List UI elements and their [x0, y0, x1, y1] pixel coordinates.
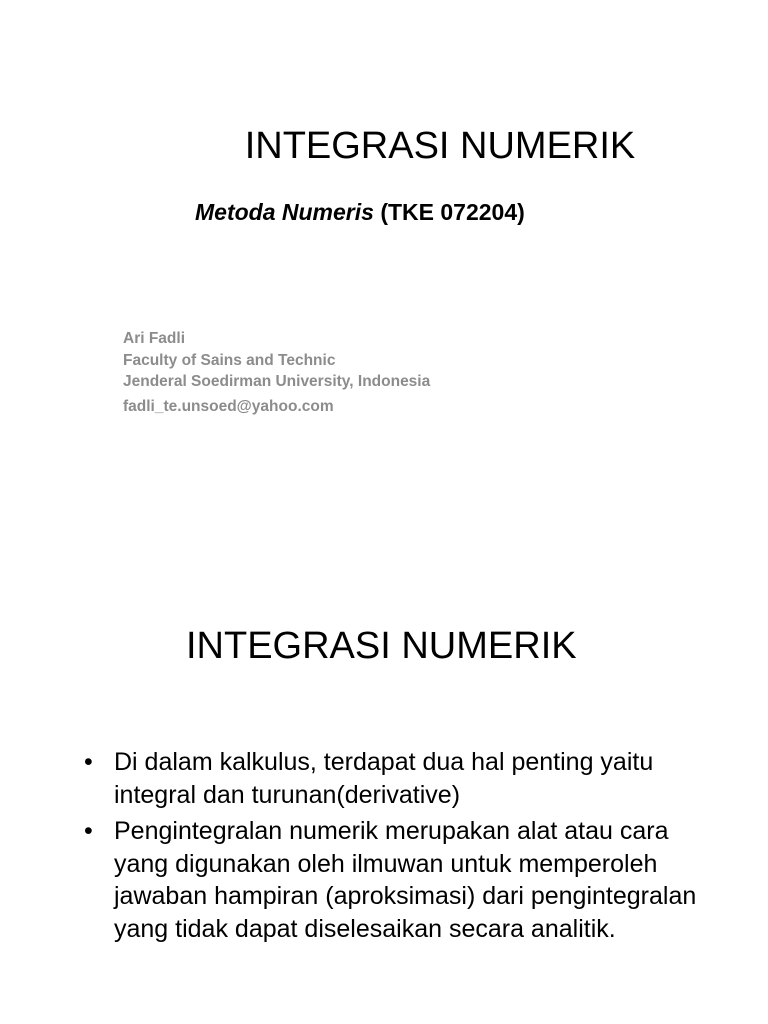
slide-content: [0, 512, 768, 1024]
author-email: fadli_te.unsoed@yahoo.com: [123, 397, 334, 415]
bullet-item: [84, 746, 724, 811]
author-name: Ari Fadli: [123, 330, 186, 347]
bullet-item: [84, 815, 724, 945]
slide-1-subtitle: [195, 196, 525, 228]
slide-1-title: INTEGRASI NUMERIK: [244, 125, 636, 167]
bullet-text: Pengintegralan numerik merupakan alat atau cara yang digunakan oleh ilmuwan untuk memperoleh jawaban hampiran (aproksimasi) dari pengintegralan yang tidak dapat diselesaikan secara analitik.: [114, 817, 697, 943]
bullet-marker: •: [84, 817, 93, 845]
bullet-text: Di dalam kalkulus, terdapat dua hal penting yaitu integral dan turunan(derivative): [114, 748, 654, 809]
slide-2-title: INTEGRASI NUMERIK: [186, 625, 577, 667]
author-faculty: Faculty of Sains and Technic: [123, 351, 336, 369]
bullet-marker: •: [84, 748, 93, 776]
course-name: Metoda Numeris: [195, 199, 374, 225]
course-code: (TKE 072204): [373, 199, 525, 225]
bullet-list: [84, 746, 724, 949]
author-block: [123, 328, 430, 417]
author-university: Jenderal Soedirman University, Indonesia: [123, 373, 431, 390]
